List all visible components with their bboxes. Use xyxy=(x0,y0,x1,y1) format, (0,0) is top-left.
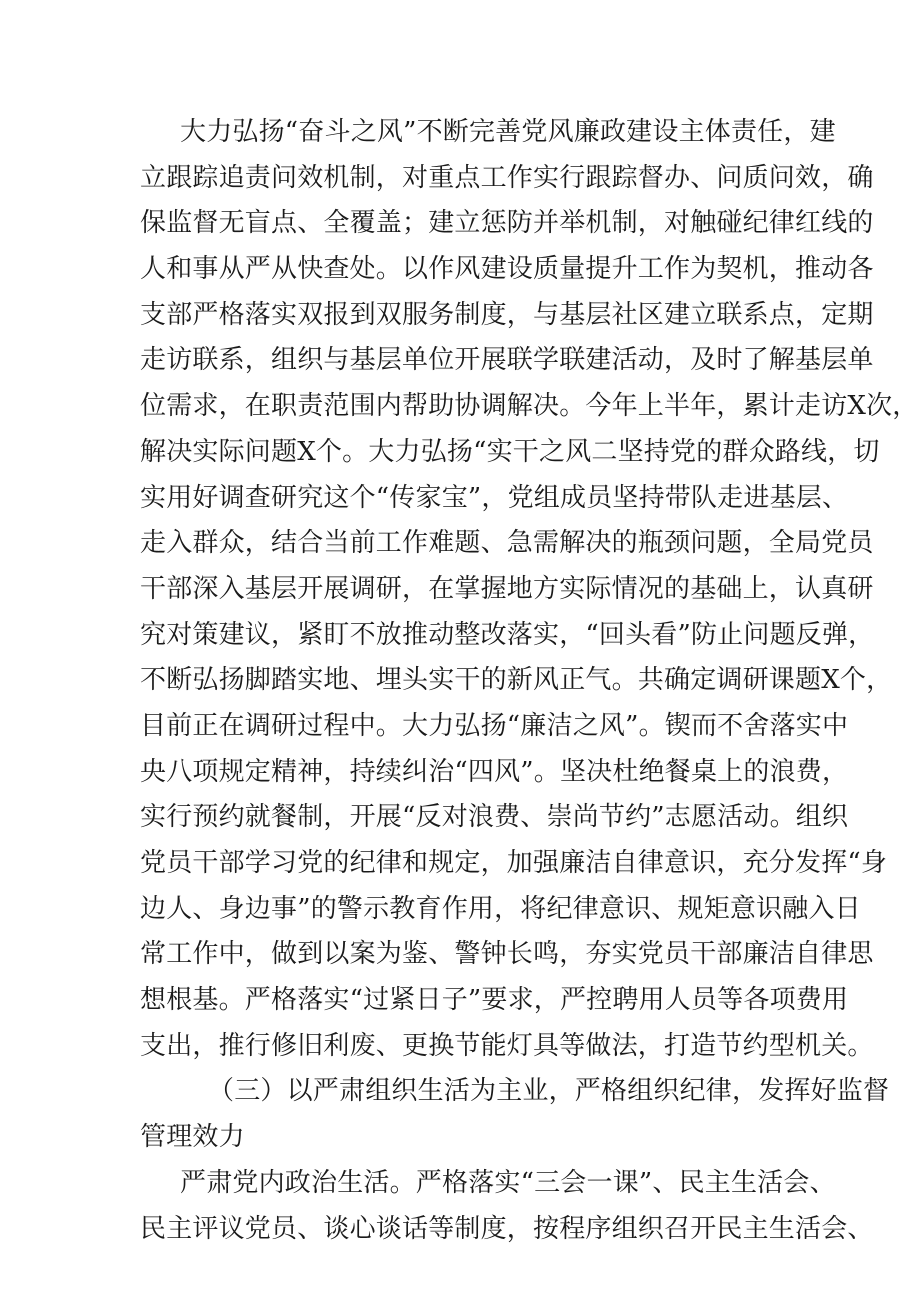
text-line: 想根基。严格落实“过紧日子”要求，严控聘用人员等各项费用 xyxy=(140,985,849,1016)
heading-line: 管理效力 xyxy=(140,1122,245,1153)
text-line: 解决实际问题X个。大力弘扬“实干之风二坚持党的群众路线，切 xyxy=(140,436,880,467)
section-heading xyxy=(140,1069,890,1160)
text-line: 常工作中，做到以案为鉴、警钟长鸣，夯实党员干部廉洁自律思 xyxy=(140,939,874,970)
text-line: 保监督无盲点、全覆盖；建立惩防并举机制，对触碰纪律红线的 xyxy=(140,208,874,239)
text-line: 实用好调查研究这个“传家宝”，党组成员坚持带队走进基层、 xyxy=(140,482,849,513)
text-line: 大力弘扬“奋斗之风”不断完善党风廉政建设主体责任，建 xyxy=(180,117,836,147)
text-line: 边人、身边事”的警示教育作用，将纪律意识、规矩意识融入日 xyxy=(140,893,861,924)
heading-line: （三）以严肃组织生活为主业，严格组织纪律，发挥好监督 xyxy=(208,1076,890,1107)
paragraph-work-style xyxy=(140,110,919,1069)
text-line: 位需求，在职责范围内帮助协调解决。今年上半年，累计走访X次， xyxy=(140,391,919,422)
text-line: 人和事从严从快查处。以作风建设质量提升工作为契机，推动各 xyxy=(140,254,874,285)
text-line: 目前正在调研过程中。大力弘扬“廉洁之风”。锲而不舍落实中 xyxy=(140,710,849,741)
text-line: 不断弘扬脚踏实地、埋头实干的新风正气。共确定调研课题X个， xyxy=(140,665,893,696)
text-line: 央八项规定精神，持续纠治“四风”。坚决杜绝餐桌上的浪费， xyxy=(140,756,849,787)
text-line: 走访联系，组织与基层单位开展联学联建活动，及时了解基层单 xyxy=(140,345,874,376)
text-line: 民主评议党员、谈心谈话等制度，按程序组织召开民主生活会、 xyxy=(140,1213,874,1244)
text-line: 支出，推行修旧利废、更换节能灯具等做法，打造节约型机关。 xyxy=(140,1030,874,1061)
paragraph-political-life xyxy=(140,1161,874,1252)
text-line: 干部深入基层开展调研，在掌握地方实际情况的基础上，认真研 xyxy=(140,573,874,604)
text-line: 实行预约就餐制，开展“反对浪费、崇尚节约”志愿活动。组织 xyxy=(140,802,849,833)
text-line: 严肃党内政治生活。严格落实“三会一课”、民主生活会、 xyxy=(180,1167,836,1198)
text-line: 党员干部学习党的纪律和规定，加强廉洁自律意识，充分发挥“身 xyxy=(140,848,888,878)
text-line: 走入群众，结合当前工作难题、急需解决的瓶颈问题，全局党员 xyxy=(140,528,874,559)
document-body xyxy=(140,110,919,1252)
text-line: 支部严格落实双报到双服务制度，与基层社区建立联系点，定期 xyxy=(140,299,874,330)
text-line: 究对策建议，紧盯不放推动整改落实，“回头看”防止问题反弹， xyxy=(140,619,875,650)
text-line: 立跟踪追责问效机制，对重点工作实行跟踪督办、问质问效，确 xyxy=(140,162,874,193)
